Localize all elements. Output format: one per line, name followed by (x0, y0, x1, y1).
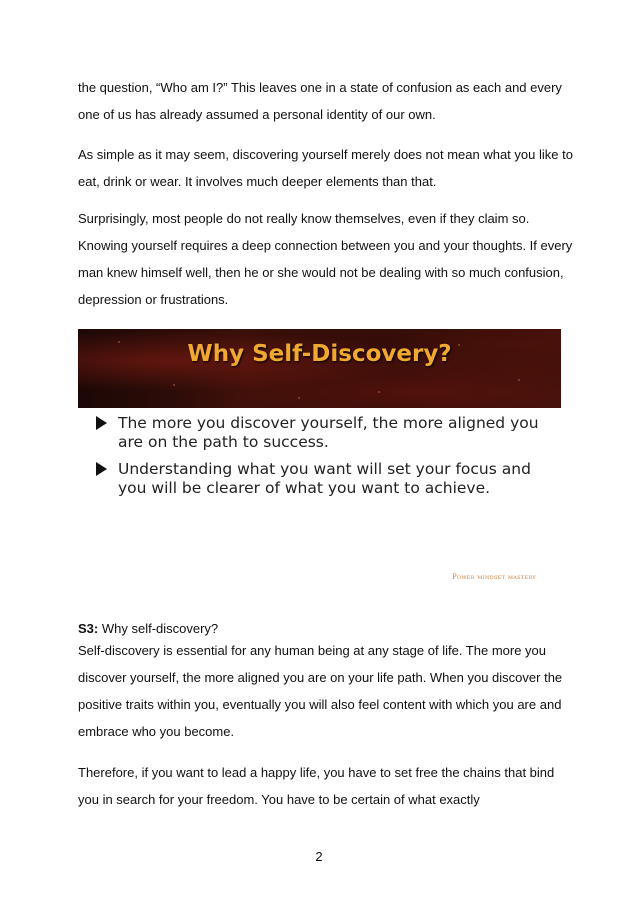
slide-title: Why Self-Discovery? (187, 341, 452, 367)
paragraph-self-discovery: Self-discovery is essential for any human being at any stage of life. The more you discover yourself, the more aligned you are on your life path. When you discover the positive traits within you, eventually you will also feel content with which you are and embrace who you become. (78, 643, 563, 739)
triangle-right-icon (96, 416, 107, 430)
paragraph-therefore: Therefore, if you want to lead a happy life, you have to set free the chains that bind you in search for your freedom. You have to be certain of what exactly (78, 765, 555, 807)
paragraph-surprisingly: Surprisingly, most people do not really know themselves, even if they claim so. Knowing yourself requires a deep connection between you and your thoughts. If every man knew himself well, then he or she would not be dealing with so much confusion, depression or frustrations. (78, 211, 573, 307)
page-number: 2 (315, 849, 323, 864)
slide-bullet (96, 460, 546, 498)
section-label: S3: (78, 621, 99, 636)
slide-bullet-text: The more you discover yourself, the more aligned you are on the path to success. (118, 414, 539, 451)
paragraph-simple: As simple as it may seem, discovering yourself merely does not mean what you like to eat, drink or wear. It involves much deeper elements than that. (78, 147, 573, 189)
slide-banner (78, 329, 561, 408)
triangle-right-icon (96, 462, 107, 476)
slide-bullet-list (96, 414, 546, 506)
slide-bullet (96, 414, 546, 452)
paragraph-intro: the question, “Who am I?” This leaves one in a state of confusion as each and every one of us has already assumed a personal identity of our own. (78, 80, 562, 122)
slide-brand-logo: Power mindset mastery (451, 573, 536, 581)
slide-bullet-text: Understanding what you want will set your focus and you will be clearer of what you want to achieve. (118, 460, 531, 497)
section-title: Why self-discovery? (98, 621, 219, 636)
slide-image (78, 329, 561, 587)
